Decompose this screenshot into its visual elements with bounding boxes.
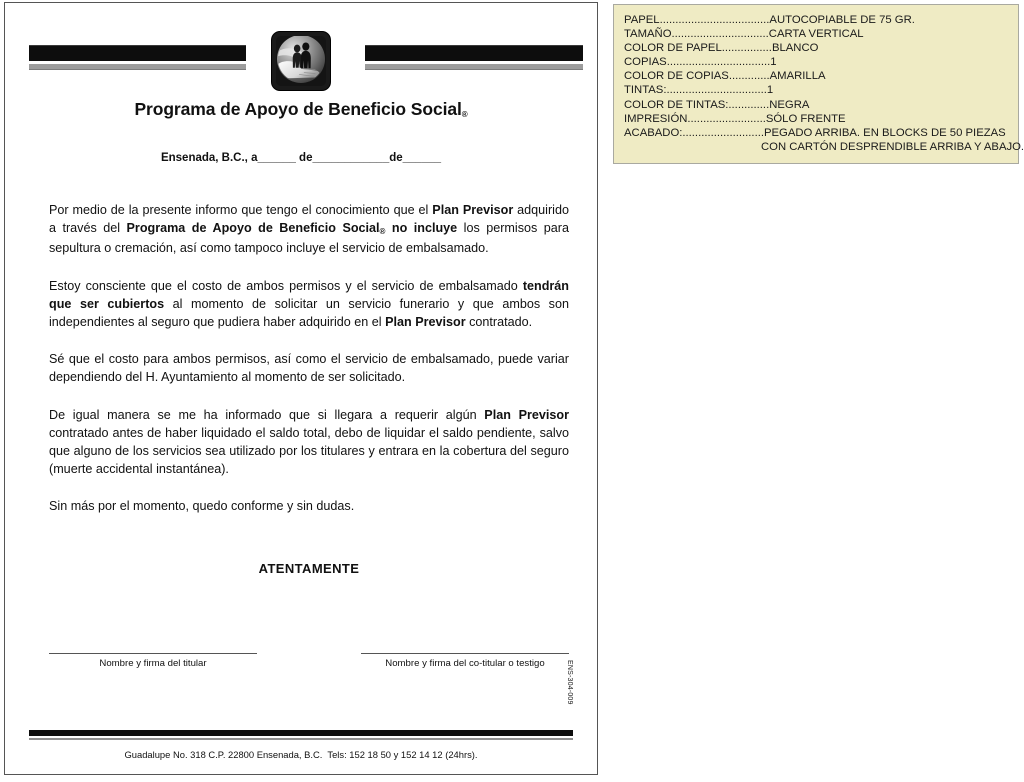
spec-line: TINTAS:................................1: [624, 84, 774, 97]
signature-label-cotitular: Nombre y firma del co-titular o testigo: [385, 658, 545, 669]
spec-line: COLOR DE PAPEL................BLANCO: [624, 42, 819, 55]
header-rule-right: [365, 45, 583, 70]
form-code: ENS-304-009: [566, 660, 573, 705]
text-run: al momento de solicitar un servicio funerario y que ambos son independientes al seguro que pudiera haber adquirido en el: [49, 296, 569, 330]
spec-line: PAPEL...................................AUTOCOPIABLE DE 75 GR.: [624, 14, 915, 26]
text-run: tendrán que ser cubiertos: [49, 278, 569, 311]
text-run: Plan Previsor: [385, 315, 466, 330]
spec-line: COLOR DE TINTAS:.............NEGRA: [624, 98, 810, 111]
sphere-with-figures-on-hand-logo: [271, 31, 331, 91]
text-run: no incluye: [385, 221, 458, 236]
document-header: [5, 39, 597, 95]
spec-line: ACABADO:..........................PEGADO ARRIBA. EN BLOCKS DE 50 PIEZAS: [624, 126, 1006, 139]
document-footer: [5, 730, 597, 760]
logo-artwork-icon: [276, 36, 326, 86]
paragraph-p5: [49, 497, 569, 515]
text-run: Estoy consciente que el costo de ambos permisos y el servicio de embalsamado: [49, 278, 523, 293]
header-rule-left: [29, 45, 246, 70]
text-run: Sin más por el momento, quedo conforme y sin dudas.: [49, 499, 355, 514]
logo-frame: [271, 31, 331, 91]
brand-registered-mark: ®: [461, 110, 468, 119]
text-run: ®: [379, 227, 386, 237]
text-run: contratado antes de haber liquidado el saldo total, debo de liquidar el saldo pendiente, salvo que alguno de los servicios sea utilizado por los titulares y entrara en la cobertura del seguro (muerte accidental instantánea).: [49, 425, 569, 477]
text-run: Plan Previsor: [432, 203, 514, 217]
document-body: [49, 201, 569, 516]
paragraph-p3: [49, 350, 569, 386]
text-run: Por medio de la presente informo que tengo el conocimiento que el: [49, 203, 433, 217]
header-rule-left-gray: [29, 64, 246, 70]
logo-inner: [276, 36, 326, 86]
spec-lines: [624, 13, 1018, 140]
paragraph-p2: [49, 277, 569, 332]
text-run: los permisos para sepultura o cremación, así como tampoco incluye el servicio de embalsamado.: [49, 221, 569, 256]
signature-row: [49, 653, 569, 669]
paragraph-p4: [49, 406, 569, 479]
text-run: adquirido a través del: [49, 203, 569, 236]
print-spec-panel: [613, 4, 1024, 164]
spec-line: COLOR DE COPIAS.............AMARILLA: [624, 70, 826, 83]
signature-line-cotitular[interactable]: [361, 653, 569, 654]
footer-rule: [29, 730, 573, 740]
signature-block-titular: [49, 653, 257, 669]
text-run: contratado.: [465, 315, 533, 330]
text-run: Plan Previsor: [484, 407, 569, 422]
closing-salutation: ATENTAMENTE: [258, 561, 360, 576]
signature-label-titular: Nombre y firma del titular: [99, 658, 207, 669]
document-page: [4, 2, 598, 775]
header-rule-right-black: [365, 45, 583, 61]
spec-line: COPIAS.................................1: [624, 56, 777, 69]
brand-title: [5, 99, 597, 120]
brand-title-text: Programa de Apoyo de Beneficio Social: [134, 99, 462, 119]
paragraph-p1: [49, 201, 569, 258]
header-rule-right-gray: [365, 64, 583, 70]
spec-line: IMPRESIÓN.........................SÓLO FRENTE: [624, 112, 846, 125]
signature-block-cotitular: [361, 653, 569, 669]
footer-rule-gray: [29, 738, 573, 740]
signature-line-titular[interactable]: [49, 653, 257, 654]
spec-line: TAMAÑO...............................CARTA VERTICAL: [624, 28, 864, 41]
text-run: De igual manera se me ha informado que si llegara a requerir algún: [49, 407, 485, 422]
text-run: Programa de Apoyo de Beneficio Social: [126, 221, 380, 236]
header-rule-left-black: [29, 45, 246, 61]
footer-address-text: Guadalupe No. 318 C.P. 22800 Ensenada, B.C. Tels: 152 18 50 y 152 14 12 (24hrs).: [124, 749, 478, 760]
text-run: Sé que el costo para ambos permisos, así como el servicio de embalsamado, puede variar dependiendo del H. Ayuntamiento al momento de ser solicitado.: [49, 352, 569, 385]
spec-continuation-line: CON CARTÓN DESPRENDIBLE ARRIBA Y ABAJO.: [761, 140, 1024, 153]
date-line[interactable]: Ensenada, B.C., a______ de____________de______: [160, 152, 442, 164]
